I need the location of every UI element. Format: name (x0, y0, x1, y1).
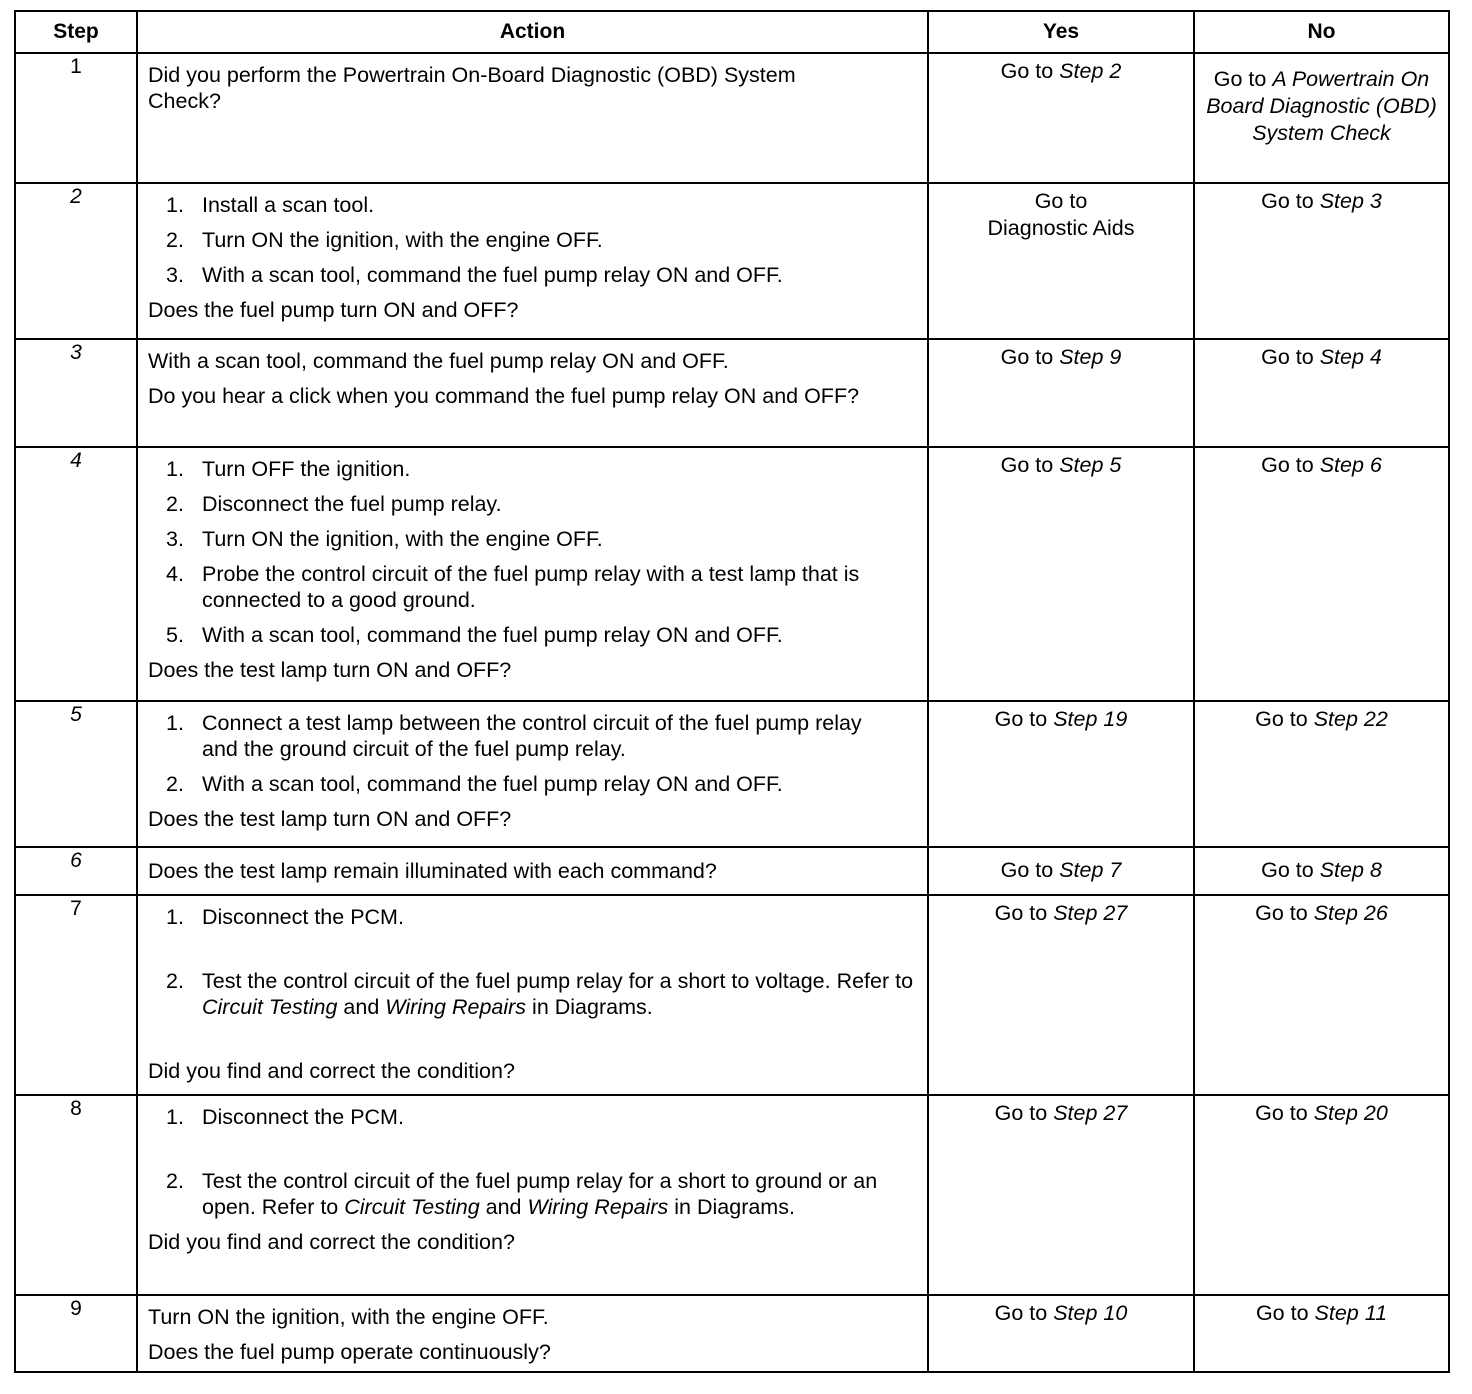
action-question: Does the fuel pump operate continuously? (148, 1340, 551, 1364)
no-cell: Go to Step 4 (1194, 339, 1449, 447)
step-number: 3 (15, 339, 137, 447)
action-list (166, 904, 917, 1020)
yes-cell: Go to Step 2 (928, 53, 1194, 183)
no-target: Step 4 (1319, 345, 1382, 369)
yes-cell: Go to Step 7 (928, 847, 1194, 895)
step-number: 9 (15, 1295, 137, 1372)
action-list (166, 456, 917, 648)
action-question: Did you find and correct the condition? (148, 1230, 515, 1254)
list-item: 2. Test the control circuit of the fuel pump relay for a short to voltage. Refer to Circuit Testing and Wiring Repairs in Diagrams. (166, 969, 914, 1019)
action-question: Does the test lamp remain illuminated with each command? (148, 859, 717, 883)
action-question: Does the test lamp turn ON and OFF? (148, 807, 512, 831)
yes-cell: Go to Step 9 (928, 339, 1194, 447)
action-question: Does the test lamp turn ON and OFF? (148, 658, 512, 682)
list-item: 2. With a scan tool, command the fuel pump relay ON and OFF. (166, 772, 783, 796)
no-target: Step 8 (1319, 857, 1382, 882)
list-item: 5. With a scan tool, command the fuel pump relay ON and OFF. (166, 623, 783, 647)
action-cell (137, 183, 928, 339)
step-number: 8 (15, 1095, 137, 1295)
table-row (15, 1095, 1449, 1295)
list-item: 1. Disconnect the PCM. (166, 1105, 404, 1129)
action-text: With a scan tool, command the fuel pump relay ON and OFF. (148, 349, 729, 373)
yes-cell: Go to Step 27 (928, 1095, 1194, 1295)
table-row (15, 1295, 1449, 1372)
action-cell (137, 847, 928, 895)
header-action: Action (137, 11, 928, 53)
action-cell (137, 53, 928, 183)
step-number: 7 (15, 895, 137, 1095)
action-question: Does the fuel pump turn ON and OFF? (148, 298, 519, 322)
list-item: 4. Probe the control circuit of the fuel pump relay with a test lamp that is connected to a good ground. (166, 562, 860, 612)
list-item: 1. Connect a test lamp between the control circuit of the fuel pump relay and the ground circuit of the fuel pump relay. (166, 711, 862, 761)
list-item: 1. Install a scan tool. (166, 193, 375, 217)
step-number: 4 (15, 447, 137, 701)
step-number: 5 (15, 701, 137, 847)
yes-cell: Go to Diagnostic Aids (928, 183, 1194, 339)
table-row (15, 183, 1449, 339)
action-cell (137, 1095, 928, 1295)
yes-target: Step 27 (1053, 1101, 1128, 1125)
table-row (15, 339, 1449, 447)
action-question: Do you hear a click when you command the fuel pump relay ON and OFF? (148, 384, 860, 408)
step-number: 2 (15, 183, 137, 339)
yes-target: Step 9 (1059, 345, 1122, 369)
list-item: 2. Turn ON the ignition, with the engine OFF. (166, 228, 603, 252)
list-item: 2. Disconnect the fuel pump relay. (166, 492, 502, 516)
no-cell: Go to A Powertrain On Board Diagnostic (OBD) System Check (1194, 53, 1449, 183)
table-row (15, 447, 1449, 701)
table-row (15, 895, 1449, 1095)
no-cell: Go to Step 22 (1194, 701, 1449, 847)
step-number: 1 (15, 53, 137, 183)
no-cell: Go to Step 20 (1194, 1095, 1449, 1295)
no-cell: Go to Step 6 (1194, 447, 1449, 701)
table-row (15, 53, 1449, 183)
step-number: 6 (15, 847, 137, 895)
list-item: 3. Turn ON the ignition, with the engine OFF. (166, 527, 603, 551)
action-cell (137, 895, 928, 1095)
header-step: Step (15, 11, 137, 53)
header-yes: Yes (928, 11, 1194, 53)
action-text: Turn ON the ignition, with the engine OFF. (148, 1305, 549, 1329)
action-cell (137, 339, 928, 447)
yes-target: Step 7 (1059, 857, 1122, 882)
yes-target: Step 10 (1053, 1301, 1128, 1325)
table-row (15, 701, 1449, 847)
action-cell (137, 1295, 928, 1372)
yes-target: Step 2 (1059, 59, 1122, 83)
no-cell: Go to Step 11 (1194, 1295, 1449, 1372)
action-list (166, 710, 917, 797)
header-no: No (1194, 11, 1449, 53)
no-target: A Powertrain On Board Diagnostic (OBD) System Check (1206, 67, 1437, 145)
list-item: 2. Test the control circuit of the fuel pump relay for a short to ground or an open. Refer to Circuit Testing and Wiring Repairs in Diagrams. (166, 1169, 878, 1219)
yes-target: Step 19 (1053, 707, 1128, 731)
no-cell: Go to Step 26 (1194, 895, 1449, 1095)
yes-cell: Go to Step 27 (928, 895, 1194, 1095)
action-cell (137, 701, 928, 847)
action-list (166, 1104, 917, 1220)
no-target: Step 20 (1313, 1101, 1388, 1125)
table-row (15, 847, 1449, 895)
yes-target: Step 27 (1053, 901, 1128, 925)
list-item: 1. Turn OFF the ignition. (166, 457, 411, 481)
no-target: Step 22 (1313, 707, 1388, 731)
action-cell (137, 447, 928, 701)
no-target: Step 3 (1319, 189, 1382, 213)
action-list (166, 192, 917, 288)
yes-target: Step 5 (1059, 453, 1122, 477)
header-row (15, 11, 1449, 53)
no-cell: Go to Step 3 (1194, 183, 1449, 339)
yes-cell: Go to Step 5 (928, 447, 1194, 701)
action-question: Did you find and correct the condition? (148, 1059, 515, 1083)
action-text: Did you perform the Powertrain On-Board Diagnostic (OBD) System Check? (148, 63, 796, 113)
no-cell: Go to Step 8 (1194, 847, 1449, 895)
list-item: 3. With a scan tool, command the fuel pump relay ON and OFF. (166, 263, 783, 287)
no-target: Step 26 (1313, 901, 1388, 925)
diagnostic-table (14, 10, 1450, 1373)
yes-cell: Go to Step 10 (928, 1295, 1194, 1372)
no-target: Step 11 (1314, 1301, 1388, 1325)
list-item: 1. Disconnect the PCM. (166, 905, 404, 929)
no-target: Step 6 (1319, 453, 1382, 477)
yes-cell: Go to Step 19 (928, 701, 1194, 847)
